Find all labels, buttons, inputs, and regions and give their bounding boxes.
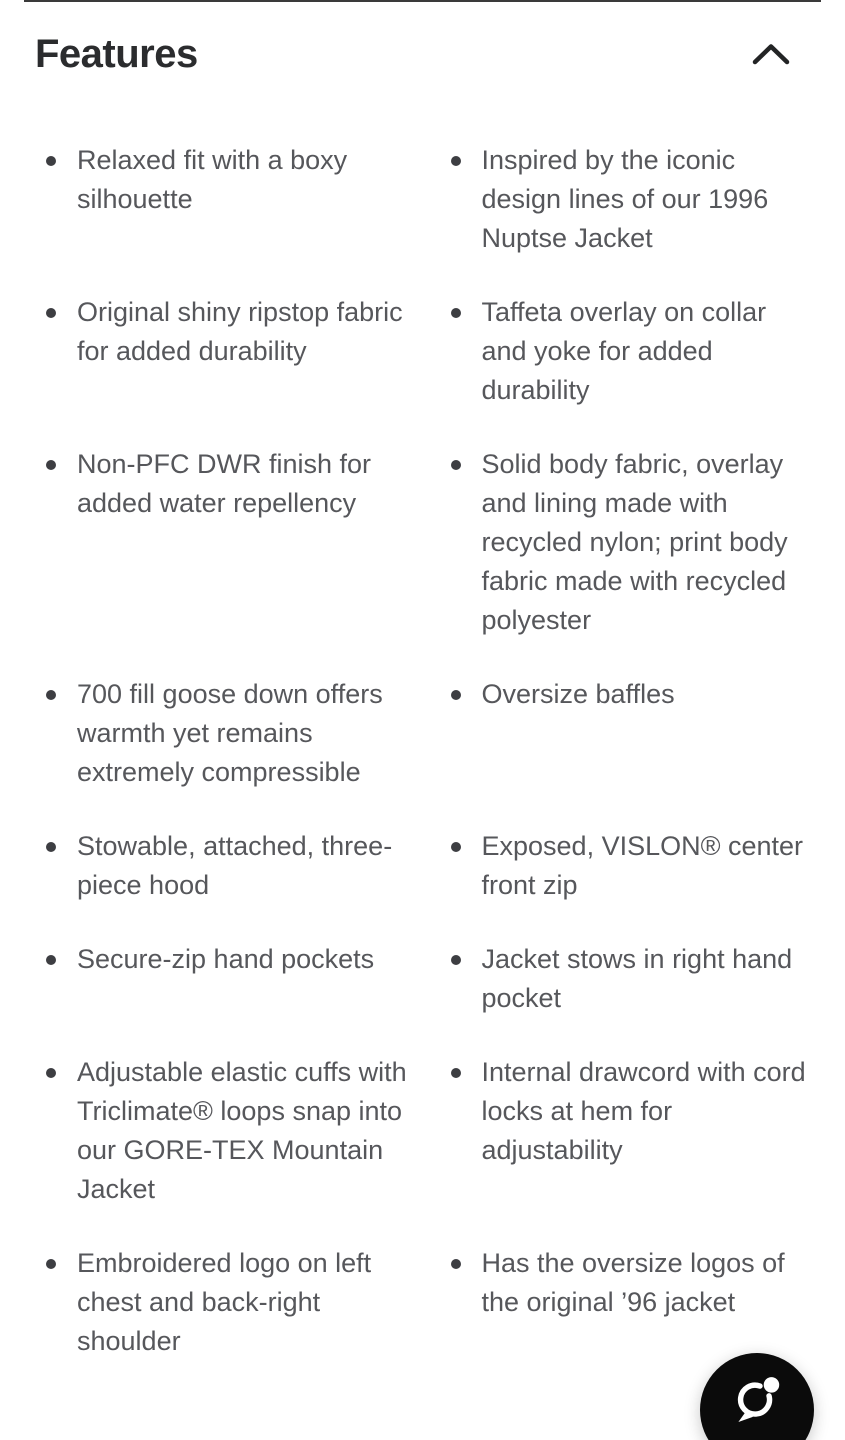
feature-item: Exposed, VISLON® center front zip <box>449 827 813 905</box>
feature-item: Relaxed fit with a boxy silhouette <box>44 141 411 258</box>
feature-item: Secure-zip hand pockets <box>44 940 411 1018</box>
chat-launcher-button[interactable] <box>700 1353 814 1440</box>
feature-item: Inspired by the iconic design lines of our 1996 Nuptse Jacket <box>449 141 813 258</box>
section-top-border <box>24 0 821 2</box>
feature-item: Non-PFC DWR finish for added water repellency <box>44 445 411 640</box>
feature-item: Adjustable elastic cuffs with Triclimate® loops snap into our GORE-TEX Mountain Jacket <box>44 1053 411 1209</box>
page-title: Features <box>35 32 198 76</box>
chevron-up-icon <box>752 42 790 66</box>
feature-item: Jacket stows in right hand pocket <box>449 940 813 1018</box>
feature-item: 700 fill goose down offers warmth yet remains extremely compressible <box>44 675 411 792</box>
features-accordion-header[interactable] <box>0 0 845 78</box>
feature-item: Taffeta overlay on collar and yoke for added durability <box>449 293 813 410</box>
collapse-section-button[interactable] <box>746 36 796 72</box>
feature-item: Stowable, attached, three-piece hood <box>44 827 411 905</box>
feature-item: Oversize baffles <box>449 675 813 792</box>
feature-item: Has the oversize logos of the original ’96 jacket <box>449 1244 813 1361</box>
feature-item: Original shiny ripstop fabric for added durability <box>44 293 411 410</box>
feature-item: Solid body fabric, overlay and lining made with recycled nylon; print body fabric made with recycled polyester <box>449 445 813 640</box>
feature-item: Internal drawcord with cord locks at hem for adjustability <box>449 1053 813 1209</box>
feature-item: Embroidered logo on left chest and back-right shoulder <box>44 1244 411 1361</box>
features-list <box>0 141 845 1361</box>
chat-bubble-icon <box>726 1353 788 1428</box>
